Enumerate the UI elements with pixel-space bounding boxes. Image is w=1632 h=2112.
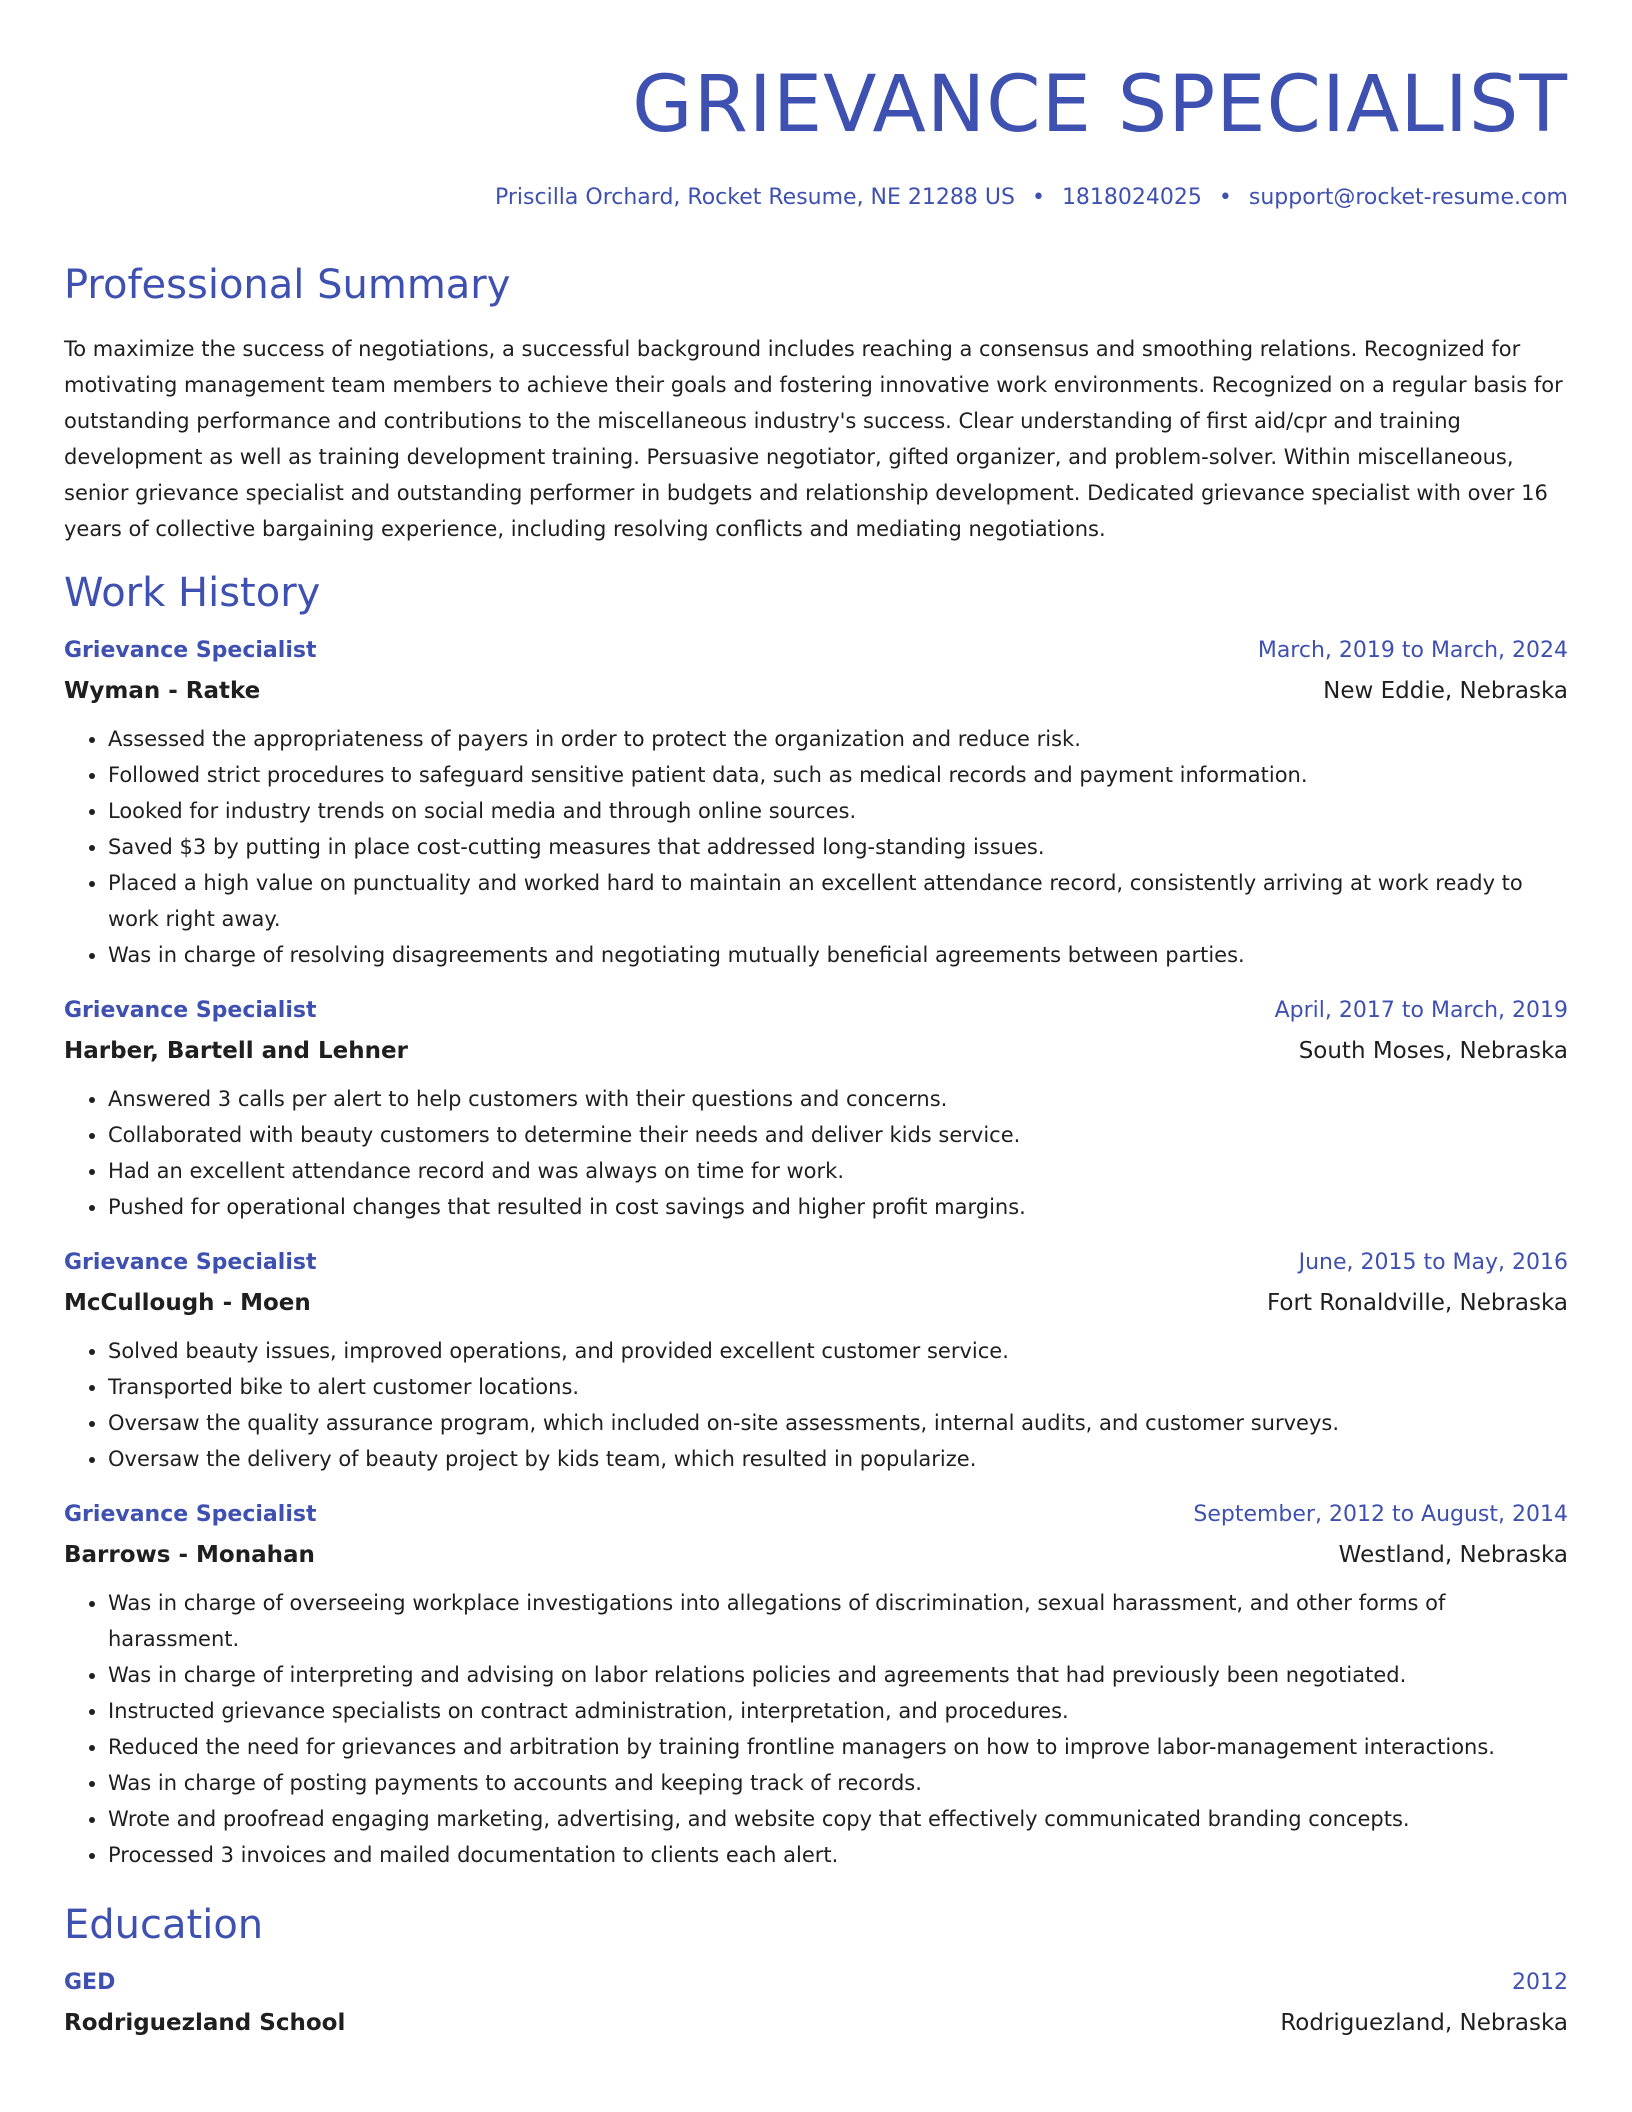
job-bullet-list <box>64 1333 1568 1477</box>
summary-heading: Professional Summary <box>64 262 511 309</box>
job-company-row <box>64 1283 1568 1323</box>
job-location: South Moses, Nebraska <box>1298 1038 1568 1065</box>
work-history-list <box>64 631 1568 1873</box>
work-history-heading: Work History <box>64 570 321 617</box>
education-list <box>64 1963 1568 2043</box>
job-title: Grievance Specialist <box>64 1502 317 1528</box>
education-location: Rodriguezland, Nebraska <box>1280 2010 1568 2037</box>
job-entry <box>64 1495 1568 1873</box>
company-name: Wyman - Ratke <box>64 678 261 705</box>
job-bullet: • Solved beauty issues, improved operations, and provided excellent customer service. <box>108 1333 1568 1369</box>
job-bullet: • Transported bike to alert customer locations. <box>108 1369 1568 1405</box>
education-school: Rodriguezland School <box>64 2010 346 2037</box>
job-location: New Eddie, Nebraska <box>1323 678 1568 705</box>
education-degree: GED <box>64 1970 116 1996</box>
job-bullet: • Oversaw the quality assurance program, which included on-site assessments, internal audits, and customer surveys. <box>108 1405 1568 1441</box>
education-entry <box>64 1963 1568 2043</box>
company-name: Barrows - Monahan <box>64 1542 315 1569</box>
job-location: Westland, Nebraska <box>1338 1542 1568 1569</box>
job-header-row <box>64 1243 1568 1283</box>
job-title: Grievance Specialist <box>64 998 317 1024</box>
contact-address: Priscilla Orchard, Rocket Resume, NE 21288 US <box>494 185 1015 210</box>
job-entry <box>64 1243 1568 1477</box>
job-company-row <box>64 1031 1568 1071</box>
job-bullet: • Pushed for operational changes that resulted in cost savings and higher profit margins. <box>108 1189 1568 1225</box>
job-bullet: • Processed 3 invoices and mailed documentation to clients each alert. <box>108 1837 1568 1873</box>
contact-separator: • <box>1218 185 1232 210</box>
job-bullet-list <box>64 1081 1568 1225</box>
job-bullet: • Wrote and proofread engaging marketing, advertising, and website copy that effectively communicated branding concepts. <box>108 1801 1568 1837</box>
job-dates: June, 2015 to May, 2016 <box>1298 1250 1568 1276</box>
summary-text: To maximize the success of negotiations, a successful background includes reaching a consensus and smoothing relations. Recognized for motivating management team members to achieve their goals and fostering innovative work environments. Recognized on a regular basis for outstanding performance and contributions to the miscellaneous industry's success. Clear understanding of first aid/cpr and training development as well as training development training. Persuasive negotiator, gifted organizer, and problem-solver. Within miscellaneous, senior grievance specialist and outstanding performer in budgets and relationship development. Dedicated grievance specialist with over 16 years of collective bargaining experience, including resolving conflicts and mediating negotiations. <box>64 337 1563 542</box>
contact-separator: • <box>1031 185 1045 210</box>
job-bullet: • Had an excellent attendance record and was always on time for work. <box>108 1153 1568 1189</box>
job-bullet: • Assessed the appropriateness of payers in order to protect the organization and reduce risk. <box>108 721 1568 757</box>
job-company-row <box>64 671 1568 711</box>
job-bullet: • Followed strict procedures to safeguard sensitive patient data, such as medical records and payment information. <box>108 757 1568 793</box>
job-header-row <box>64 631 1568 671</box>
job-company-row <box>64 1535 1568 1575</box>
company-name: McCullough - Moen <box>64 1290 311 1317</box>
job-entry <box>64 991 1568 1225</box>
job-bullet-list <box>64 721 1568 973</box>
job-bullet: • Saved $3 by putting in place cost-cutting measures that addressed long-standing issues. <box>108 829 1568 865</box>
education-header-row <box>64 1963 1568 2003</box>
job-bullet: • Answered 3 calls per alert to help customers with their questions and concerns. <box>108 1081 1568 1117</box>
contact-email: support@rocket-resume.com <box>1248 185 1568 210</box>
contact-line <box>64 185 1568 211</box>
contact-phone: 1818024025 <box>1061 185 1202 210</box>
job-bullet: • Oversaw the delivery of beauty project by kids team, which resulted in popularize. <box>108 1441 1568 1477</box>
job-bullet: • Was in charge of posting payments to accounts and keeping track of records. <box>108 1765 1568 1801</box>
job-bullet: • Looked for industry trends on social media and through online sources. <box>108 793 1568 829</box>
job-dates: March, 2019 to March, 2024 <box>1257 638 1568 664</box>
job-dates: September, 2012 to August, 2014 <box>1193 1502 1568 1528</box>
job-title: Grievance Specialist <box>64 638 317 664</box>
job-entry <box>64 631 1568 973</box>
company-name: Harber, Bartell and Lehner <box>64 1038 408 1065</box>
resume-title: GRIEVANCE SPECIALIST <box>632 60 1568 150</box>
job-title: Grievance Specialist <box>64 1250 317 1276</box>
job-header-row <box>64 991 1568 1031</box>
job-bullet: • Reduced the need for grievances and arbitration by training frontline managers on how to improve labor-management interactions. <box>108 1729 1568 1765</box>
job-bullet: • Was in charge of overseeing workplace investigations into allegations of discrimination, sexual harassment, and other forms of harassment. <box>108 1585 1568 1657</box>
job-bullet: • Instructed grievance specialists on contract administration, interpretation, and procedures. <box>108 1693 1568 1729</box>
job-bullet: • Was in charge of resolving disagreements and negotiating mutually beneficial agreements between parties. <box>108 937 1568 973</box>
job-bullet: • Collaborated with beauty customers to determine their needs and deliver kids service. <box>108 1117 1568 1153</box>
job-location: Fort Ronaldville, Nebraska <box>1267 1290 1568 1317</box>
job-bullet: • Placed a high value on punctuality and worked hard to maintain an excellent attendance record, consistently arriving at work ready to work right away. <box>108 865 1568 937</box>
job-header-row <box>64 1495 1568 1535</box>
education-year: 2012 <box>1512 1970 1568 1996</box>
education-heading: Education <box>64 1902 264 1949</box>
job-bullet-list <box>64 1585 1568 1873</box>
job-bullet: • Was in charge of interpreting and advising on labor relations policies and agreements that had previously been negotiated. <box>108 1657 1568 1693</box>
education-school-row <box>64 2003 1568 2043</box>
job-dates: April, 2017 to March, 2019 <box>1274 998 1568 1024</box>
